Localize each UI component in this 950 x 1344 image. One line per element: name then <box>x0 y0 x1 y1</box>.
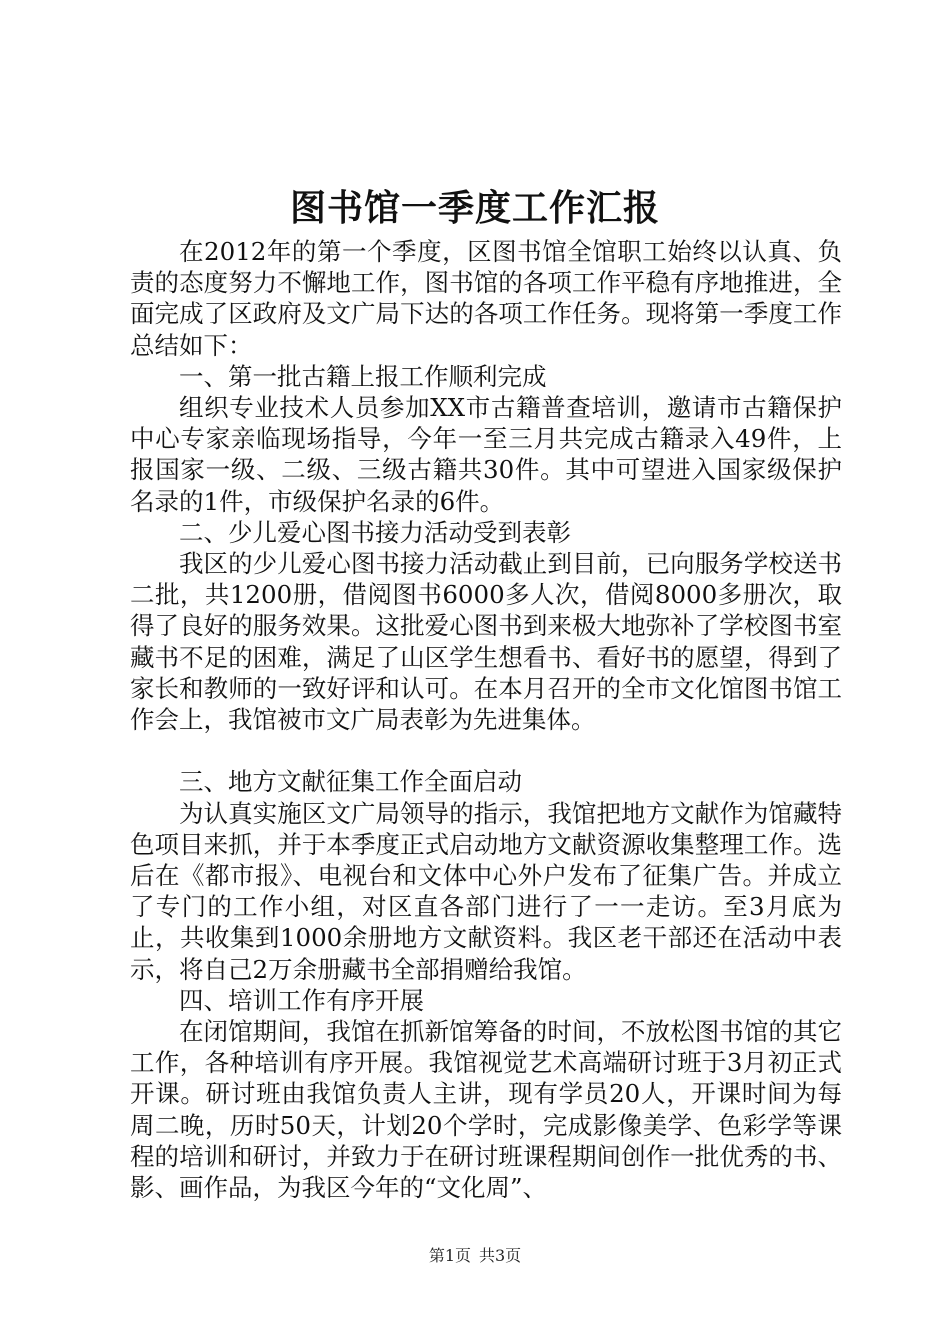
section-heading-3: 三、地方文献征集工作全面启动 <box>179 767 522 797</box>
section-body-2: 我区的少儿爱心图书接力活动截止到目前，已向服务学校送书二批，共1200册，借阅图书6000多人次，借阅8000多册次，取得了良好的服务效果。这批爱心图书到来极大地弥补了学校图书室藏书不足的困难，满足了山区学生想看书、看好书的愿望，得到了家长和教师的一致好评和认可。在本月召开的全市文化馆图书馆工作会上，我馆被市文广局表彰为先进集体。 <box>130 549 842 735</box>
document-title: 图书馆一季度工作汇报 <box>289 187 660 229</box>
intro-paragraph: 在2012年的第一个季度，区图书馆全馆职工始终以认真、负责的态度努力不懈地工作，图书馆的各项工作平稳有序地推进，全面完成了区政府及文广局下达的各项工作任务。现将第一季度工作总结如下： <box>130 237 842 360</box>
section-heading-1: 一、第一批古籍上报工作顺利完成 <box>179 361 547 391</box>
section-body-3: 为认真实施区文广局领导的指示，我馆把地方文献作为馆藏特色项目来抓，并于本季度正式启动地方文献资源收集整理工作。选后在《都市报》、电视台和文体中心外户发布了征集广告。并成立了专门的工作小组，对区直各部门进行了一一走访。至3月底为止，共收集到1000余册地方文献资料。我区老干部还在活动中表示，将自己2万余册藏书全部捐赠给我馆。 <box>130 798 842 984</box>
page-total: 共3页 <box>479 1246 522 1265</box>
section-body-4: 在闭馆期间，我馆在抓新馆筹备的时间，不放松图书馆的其它工作，各种培训有序开展。我馆视觉艺术高端研讨班于3月初正式开课。研讨班由我馆负责人主讲，现有学员20人，开课时间为每周二晚，历时50天，计划20个学时，完成影像美学、色彩学等课程的培训和研讨，并致力于在研讨班课程期间创作一批优秀的书、影、画作品，为我区今年的“文化周”、 <box>130 1017 842 1203</box>
section-heading-2: 二、少儿爱心图书接力活动受到表彰 <box>179 517 571 547</box>
page-footer <box>0 1245 950 1267</box>
section-heading-4: 四、培训工作有序开展 <box>179 985 424 1015</box>
page-number: 第1页 <box>428 1246 471 1265</box>
section-body-1: 组织专业技术人员参加XX市古籍普查培训，邀请市古籍保护中心专家亲临现场指导，今年一至三月共完成古籍录入49件，上报国家一级、二级、三级古籍共30件。其中可望进入国家级保护名录的1件，市级保护名录的6件。 <box>130 393 842 516</box>
document-body <box>130 236 842 1203</box>
paragraph-spacer <box>130 735 842 766</box>
